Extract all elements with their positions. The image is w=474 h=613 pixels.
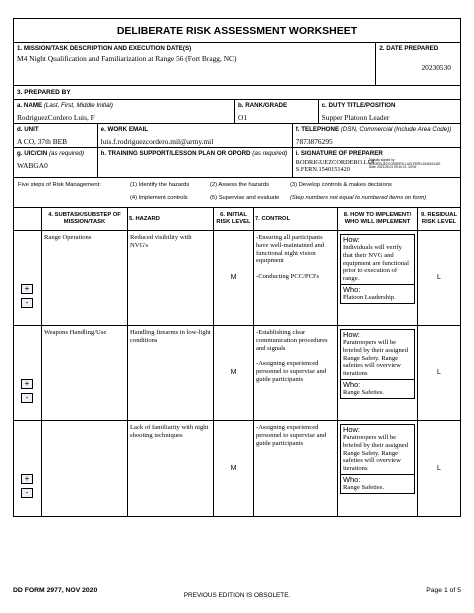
signature-name: RODRIGUEZCORDERO.LUI S.FERN.1540151420 <box>295 159 375 173</box>
subtask-cell[interactable] <box>42 421 128 516</box>
table-body <box>14 231 460 516</box>
row-controls <box>14 421 42 516</box>
page-number: Page 1 of 5 <box>426 587 461 594</box>
header-hazard: 5. HAZARD <box>128 208 214 230</box>
step-3: (3) Develop controls & makes decisions <box>290 182 392 188</box>
who-label: Who: <box>343 379 361 389</box>
phone-field[interactable]: 7873876295 <box>295 137 333 146</box>
rank-cell <box>235 100 319 123</box>
table-header <box>14 208 460 231</box>
who-text: Range Safeties. <box>343 388 385 396</box>
training-cell <box>98 148 293 177</box>
rank-field[interactable]: O1 <box>238 113 248 122</box>
step-2: (2) Assess the hazards <box>210 182 269 188</box>
header-control: 7. CONTROL <box>254 208 338 230</box>
table-row <box>14 326 460 421</box>
row-controls <box>14 231 42 325</box>
prepared-by-header: 3. PREPARED BY <box>14 86 460 100</box>
remove-row-button[interactable]: - <box>21 488 33 498</box>
signature-field[interactable] <box>296 159 457 173</box>
mission-label: 1. MISSION/TASK DESCRIPTION AND EXECUTION DATE(S) <box>17 45 192 52</box>
how-text: Individuals will verify that their NVG and equipment are functional prior to execution of range. <box>343 244 409 283</box>
who-text: Range Safeties. <box>343 483 385 491</box>
how-who-cell <box>338 421 418 516</box>
step-5: (5) Supervise and evaluate <box>210 195 280 201</box>
signature-cell <box>293 148 460 177</box>
duty-cell <box>319 100 460 123</box>
initial-risk-cell[interactable]: M <box>214 231 254 325</box>
sig-digital-line-1: Digitally signed by <box>368 158 395 162</box>
mission-field[interactable]: M4 Night Qualification and Familiarization at Range 56 (Fort Bragg, NC) <box>17 54 237 63</box>
step-1: (1) Identify the hazards <box>130 182 190 188</box>
rank-label: b. RANK/GRADE <box>238 102 288 109</box>
phone-label: f. TELEPHONE <box>295 126 340 133</box>
how-box[interactable] <box>340 424 415 475</box>
worksheet-page <box>13 18 461 517</box>
risk-management-steps <box>14 178 460 208</box>
training-label: h. TRAINING SUPPORT/LESSON PLAN OR OPORD <box>100 150 251 157</box>
add-row-button[interactable]: + <box>21 284 33 294</box>
add-row-button[interactable]: + <box>21 474 33 484</box>
hazard-cell[interactable]: Handling firearms in low-light conditions <box>128 326 214 420</box>
date-cell <box>376 43 460 85</box>
header-spacer <box>14 208 42 230</box>
residual-risk-cell[interactable]: L <box>437 369 441 377</box>
email-label: e. WORK EMAIL <box>100 126 149 133</box>
add-row-button[interactable]: + <box>21 379 33 389</box>
previous-edition-note: PREVIOUS EDITION IS OBSOLETE. <box>183 592 291 599</box>
sig-digital-line-3: Date: 2023.06.01 09:10:21 -04'00' <box>368 165 417 170</box>
date-field[interactable]: 20230530 <box>421 63 451 72</box>
date-label: 2. DATE PREPARED <box>379 45 439 52</box>
subtask-cell[interactable]: Range Operations <box>42 231 128 325</box>
uic-cell <box>14 148 98 177</box>
unit-label: d. UNIT <box>17 126 39 133</box>
control-cell[interactable]: -Ensuring all participants have well-maintained and functional night vision equipment -Conducting PCC/PCI's <box>254 231 338 325</box>
residual-risk-cell[interactable]: L <box>437 464 441 472</box>
phone-hint: (DSN, Commercial (Include Area Code)) <box>340 126 452 133</box>
digital-signature-stamp <box>369 159 441 173</box>
control-cell[interactable]: -Assigning experienced personnel to supervise and guide participants <box>254 421 338 516</box>
control-cell[interactable]: -Establishing clear communication procedures and signals -Assigning experienced personnel to supervise and guide participants <box>254 326 338 420</box>
hazard-cell[interactable]: Reduced visibility with NVG's <box>128 231 214 325</box>
hazard-cell[interactable]: Lack of familiarity with night shooting techniques <box>128 421 214 516</box>
remove-row-button[interactable]: - <box>21 393 33 403</box>
email-field[interactable]: luis.f.rodriguezcordero.mil@army.mil <box>100 137 214 146</box>
steps-note: (Step numbers not equal to numbered items on form) <box>290 195 427 201</box>
uic-hint: (as required) <box>48 150 85 157</box>
how-box[interactable] <box>340 234 415 285</box>
table-row <box>14 421 460 516</box>
how-who-cell <box>338 326 418 420</box>
uic-label: g. UIC/CIN <box>17 150 48 157</box>
mission-row <box>14 43 460 86</box>
how-label: How: <box>343 235 360 244</box>
row-controls <box>14 326 42 420</box>
duty-field[interactable]: Supper Platoon Leader <box>321 113 390 122</box>
unit-cell <box>14 124 98 147</box>
how-text: Paratroopers will be briefed by their assigned Range Safety. Range safeties will overview iterations <box>343 339 409 378</box>
subtask-cell[interactable]: Weapons Handling/Use <box>42 326 128 420</box>
who-text: Platoon Leadership. <box>343 293 396 301</box>
header-initial-risk: 6. INITIAL RISK LEVEL <box>214 208 254 230</box>
who-box[interactable] <box>340 380 415 399</box>
step-4: (4) Implement controls <box>130 195 188 201</box>
how-who-cell <box>338 231 418 325</box>
residual-risk-cell[interactable]: L <box>437 274 441 282</box>
header-how-who: 8. HOW TO IMPLEMENT/ WHO WILL IMPLEMENT <box>338 208 418 230</box>
initial-risk-cell[interactable]: M <box>214 326 254 420</box>
how-label: How: <box>343 330 360 339</box>
who-box[interactable] <box>340 285 415 304</box>
signature-label: i. SIGNATURE OF PREPARER <box>295 150 383 157</box>
name-hint: (Last, First, Middle Initial) <box>43 102 113 109</box>
header-residual-risk: 9. RESIDUAL RISK LEVEL <box>420 212 458 225</box>
uic-row <box>14 148 460 178</box>
name-cell <box>14 100 235 123</box>
unit-row <box>14 124 460 148</box>
form-number: DD FORM 2977, NOV 2020 <box>13 587 98 594</box>
name-label: a. NAME <box>17 102 43 109</box>
form-frame <box>13 42 461 517</box>
how-text: Paratroopers will be briefed by their assigned Range Safety. Range safeties will overview iterations <box>343 434 409 473</box>
steps-intro: Five steps of Risk Management: <box>18 182 101 188</box>
initial-risk-cell[interactable]: M <box>214 421 254 516</box>
who-box[interactable] <box>340 475 415 494</box>
uic-field[interactable]: WABGA0 <box>17 161 48 170</box>
how-label: How: <box>343 425 360 434</box>
phone-cell <box>293 124 460 147</box>
who-label: Who: <box>343 474 361 484</box>
remove-row-button[interactable]: - <box>21 298 33 308</box>
email-cell <box>98 124 293 147</box>
header-subtask: 4. SUBTASK/SUBSTEP OF MISSION/TASK <box>42 208 128 230</box>
unit-field[interactable]: A CO, 37th BEB <box>17 137 68 146</box>
mission-cell <box>14 43 376 85</box>
duty-label: c. DUTY TITLE/POSITION <box>321 102 396 109</box>
how-box[interactable] <box>340 329 415 380</box>
sig-digital-line-2: RODRIGUEZCORDERO.LUIS.FERN.1540151420 <box>368 161 441 166</box>
form-title: DELIBERATE RISK ASSESSMENT WORKSHEET <box>13 18 461 42</box>
table-row <box>14 231 460 326</box>
who-label: Who: <box>343 284 361 294</box>
name-field[interactable]: RodriguezCordero Luis, F <box>17 113 95 122</box>
training-hint: (as required) <box>252 150 288 157</box>
name-row <box>14 100 460 124</box>
